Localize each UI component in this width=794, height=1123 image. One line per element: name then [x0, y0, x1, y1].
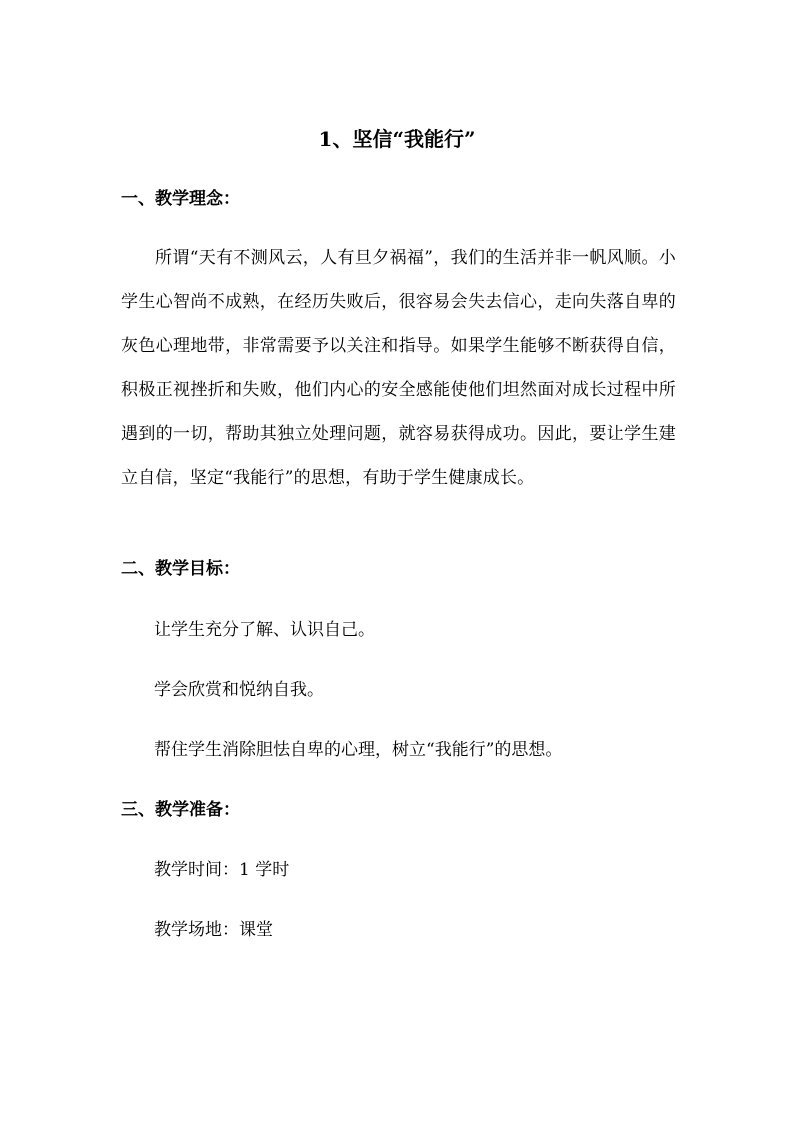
goal-item-1: 让学生充分了解、认识自己。: [154, 620, 375, 640]
goal-item-2: 学会欣赏和悦纳自我。: [154, 680, 324, 700]
goal-item-3: 帮住学生消除胆怯自卑的心理，树立“我能行”的思想。: [154, 740, 563, 760]
section-heading-teaching-philosophy: 一、教学理念：: [121, 189, 240, 209]
preparation-item-time: 教学时间：1 学时: [154, 860, 290, 880]
section-heading-teaching-goals: 二、教学目标：: [121, 559, 240, 579]
preparation-item-venue: 教学场地：课堂: [154, 920, 273, 940]
document-title: 1、坚信“我能行”: [318, 127, 476, 151]
section-heading-teaching-preparation: 三、教学准备：: [121, 800, 240, 820]
teaching-philosophy-paragraph: 所谓“天有不测风云，人有旦夕祸福”，我们的生活并非一帆风顺。小学生心智尚不成熟，在经历失败后，很容易会失去信心，走向失落自卑的灰色心理地带，非常需要予以关注和指导。如果学生能够不断获得自信，积极正视挫折和失败，他们内心的安全感能使他们坦然面对成长过程中所遇到的一切，帮助其独立处理问题，就容易获得成功。因此，要让学生建立自信，坚定“我能行”的思想，有助于学生健康成长。: [121, 248, 676, 488]
